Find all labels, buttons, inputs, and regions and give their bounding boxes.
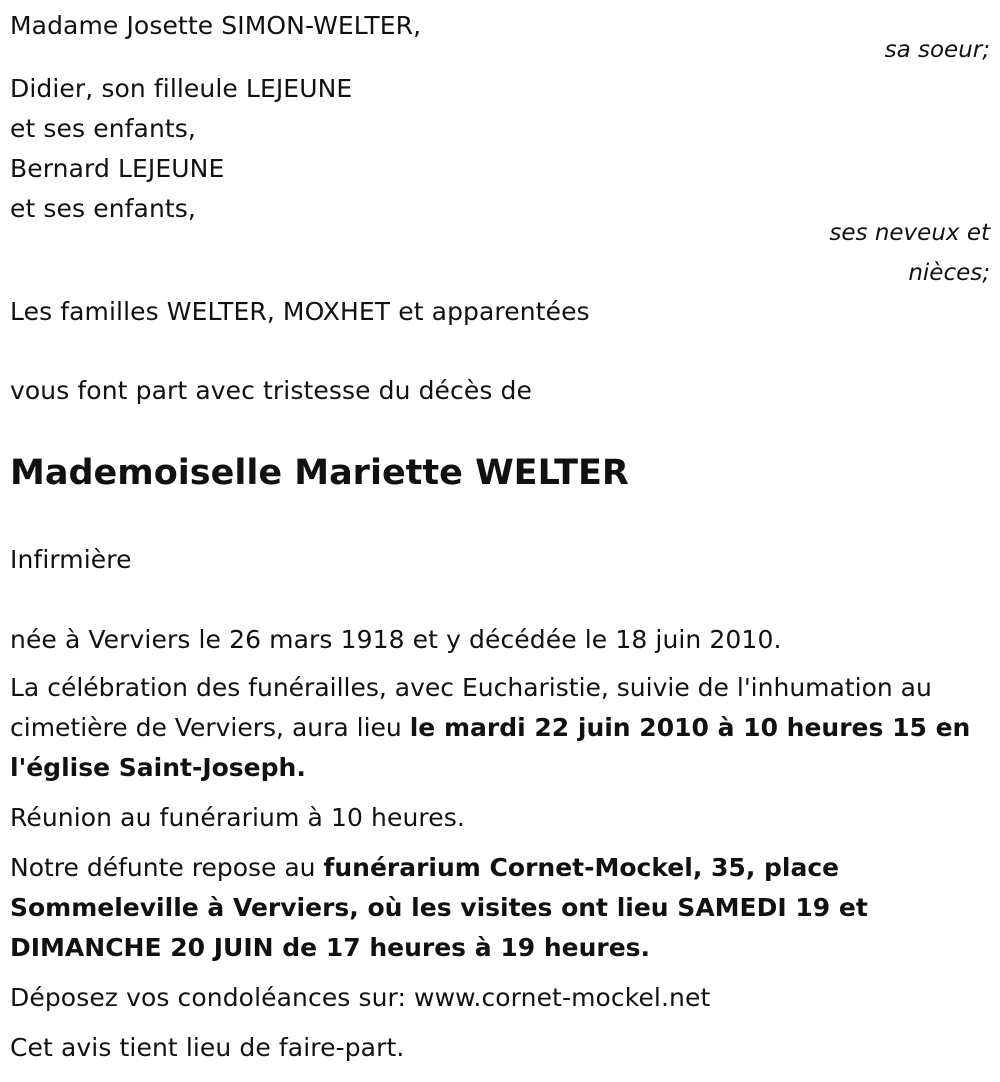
nephew-2-name: Bernard LEJEUNE xyxy=(10,154,225,183)
nephew-1-children: et ses enfants, xyxy=(10,114,196,143)
closing-line: Cet avis tient lieu de faire-part. xyxy=(10,1033,405,1062)
meeting-line: Réunion au funérarium à 10 heures. xyxy=(10,803,465,832)
condolences-line: Déposez vos condoléances sur: www.cornet-mockel.net xyxy=(10,983,711,1012)
ceremony-text: La célébration des funérailles, avec Eucharistie, suivie de l'inhumation au cimetière de Verviers, aura lieu xyxy=(10,673,932,742)
nephew-1-name: Didier, son filleule LEJEUNE xyxy=(10,74,353,103)
birth-death-line: née à Verviers le 26 mars 1918 et y décédée le 18 juin 2010. xyxy=(10,625,782,654)
visits-text: Notre défunte repose au xyxy=(10,853,324,882)
announcement-intro: vous font part avec tristesse du décès de xyxy=(10,376,532,405)
ceremony-paragraph xyxy=(10,668,995,788)
ceremony-date-place: le mardi 22 juin 2010 à 10 heures 15 en l'église Saint-Joseph. xyxy=(10,713,971,782)
nephews-role-line-2: nièces; xyxy=(908,260,990,286)
nephew-2-children: et ses enfants, xyxy=(10,194,196,223)
sister-name: Madame Josette SIMON-WELTER, xyxy=(10,11,422,40)
visits-paragraph xyxy=(10,848,995,968)
deceased-name: Mademoiselle Mariette WELTER xyxy=(10,453,629,493)
profession: Infirmière xyxy=(10,545,132,574)
sister-role: sa soeur; xyxy=(884,37,990,63)
nephews-role-line-1: ses neveux et xyxy=(829,220,990,246)
families-line: Les familles WELTER, MOXHET et apparentées xyxy=(10,297,590,326)
visits-details: funérarium Cornet-Mockel, 35, place Sommeleville à Verviers, où les visites ont lieu SAMEDI 19 et DIMANCHE 20 JUIN de 17 heures à 19 heures. xyxy=(10,853,868,962)
